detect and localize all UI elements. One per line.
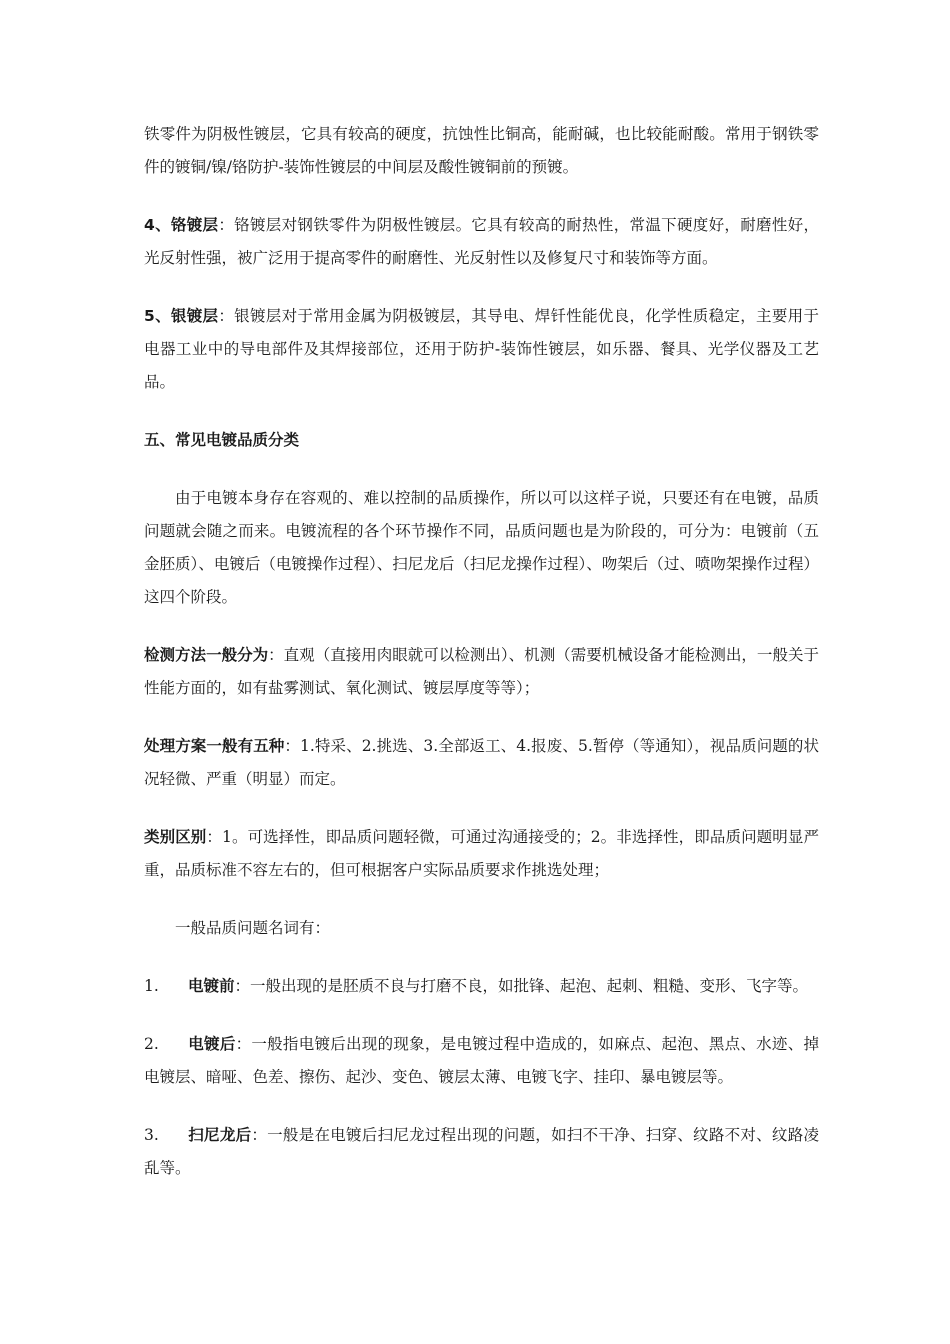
- detection-label: 检测方法一般分为: [144, 646, 269, 664]
- paragraph-detection: [144, 639, 819, 705]
- paragraph-terms: 一般品质问题名词有：: [175, 919, 331, 937]
- item-label: 电镀后: [188, 1035, 236, 1053]
- item-label: 电镀前: [188, 977, 235, 995]
- category-text: ：1。可选择性，即品质问题轻微，可通过沟通接受的；2。非选择性，即品质问题明显严重，品质标准不容左右的，但可根据客户实际品质要求作挑选处理；: [144, 828, 819, 879]
- item-number: 3.: [144, 1126, 159, 1144]
- handling-label: 处理方案一般有五种: [144, 737, 285, 755]
- item-text: ：一般指电镀后出现的现象，是电镀过程中造成的，如麻点、起泡、黑点、水迹、掉电镀层、暗哑、色差、擦伤、起沙、变色、镀层太薄、电镀飞字、挂印、暴电镀层等。: [144, 1035, 819, 1086]
- category-label: 类别区别: [144, 828, 207, 846]
- paragraph-intro: 铁零件为阴极性镀层，它具有较高的硬度，抗蚀性比铜高，能耐碱，也比较能耐酸。常用于钢铁零件的镀铜/镍/铬防护-装饰性镀层的中间层及酸性镀铜前的预镀。: [144, 125, 819, 176]
- item-number: 1.: [144, 977, 159, 995]
- paragraph-category: [144, 821, 819, 887]
- document-page: [144, 118, 819, 1210]
- paragraph-chrome-plating: [144, 209, 819, 275]
- handling-text: ：1.特采、2.挑选、3.全部返工、4.报废、5.暂停（等通知），视品质问题的状况轻微、严重（明显）而定。: [144, 737, 819, 788]
- paragraph-stages: 由于电镀本身存在容观的、难以控制的品质操作，所以可以这样子说，只要还有在电镀，品质问题就会随之而来。电镀流程的各个环节操作不同，品质问题也是为阶段的，可分为：电镀前（五金胚质）、电镀后（电镀操作过程）、扫尼龙后（扫尼龙操作过程）、吻架后（过、喷吻架操作过程）这四个阶段。: [144, 489, 819, 606]
- detection-text: ：直观（直接用肉眼就可以检测出）、机测（需要机械设备才能检测出，一般关于性能方面的，如有盐雾测试、氧化测试、镀层厚度等等）；: [144, 646, 819, 697]
- silver-label: 5、银镀层: [144, 307, 219, 325]
- paragraph-silver-plating: [144, 300, 819, 399]
- chrome-text: ：铬镀层对钢铁零件为阴极性镀层。它具有较高的耐热性，常温下硬度好，耐磨性好，光反射性强，被广泛用于提高零件的耐磨性、光反射性以及修复尺寸和装饰等方面。: [144, 216, 819, 267]
- list-item: [144, 1119, 819, 1185]
- item-label: 扫尼龙后: [188, 1126, 252, 1144]
- section-heading: 五、常见电镀品质分类: [144, 431, 300, 449]
- paragraph-handling: [144, 730, 819, 796]
- item-text: ：一般是在电镀后扫尼龙过程出现的问题，如扫不干净、扫穿、纹路不对、纹路凌乱等。: [144, 1126, 819, 1177]
- item-text: ：一般出现的是胚质不良与打磨不良，如批锋、起泡、起刺、粗糙、变形、飞字等。: [234, 977, 809, 995]
- list-item: [144, 1028, 819, 1094]
- silver-text: ：银镀层对于常用金属为阴极镀层，其导电、焊钎性能优良，化学性质稳定，主要用于电器工业中的导电部件及其焊接部位，还用于防护-装饰性镀层，如乐器、餐具、光学仪器及工艺品。: [144, 307, 819, 391]
- chrome-label: 4、铬镀层: [144, 216, 219, 234]
- list-item: [144, 970, 819, 1003]
- item-number: 2.: [144, 1035, 159, 1053]
